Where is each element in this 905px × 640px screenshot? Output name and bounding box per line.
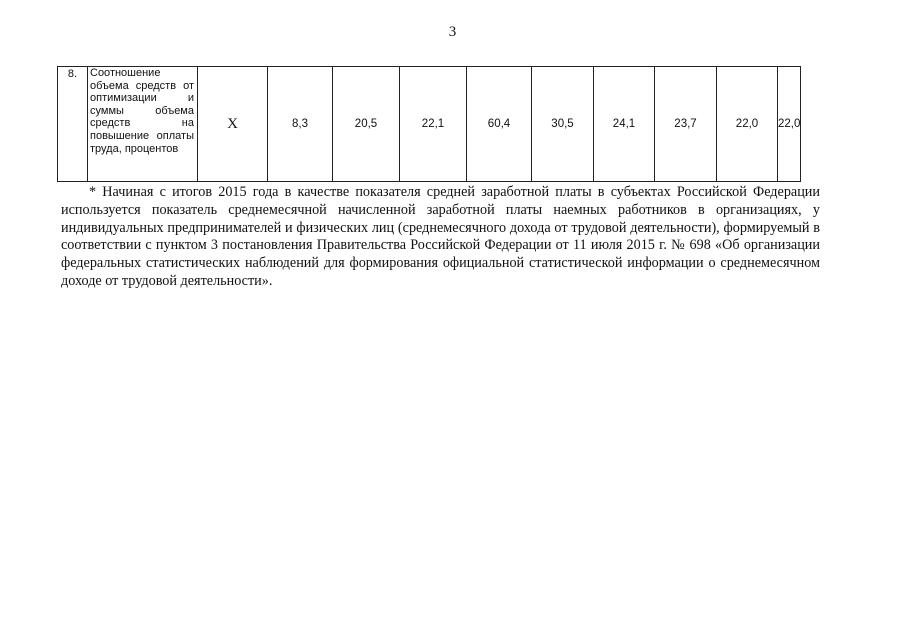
value-cell: 60,4: [467, 67, 532, 182]
value-cell: 22,0: [717, 67, 778, 182]
value-cell: 22,1: [400, 67, 467, 182]
indicator-name-cell: Соотношение объема средств от оптимизации и суммы объема средств на повышение оплаты труда, процентов: [88, 67, 198, 182]
value-cell: 22,0: [778, 67, 801, 182]
value-cell: 30,5: [532, 67, 594, 182]
footnote-text: * Начиная с итогов 2015 года в качестве показателя средней заработной платы в субъектах Российской Федерации используется показатель среднемесячной начисленной заработной платы наемных работников в организациях, у индивидуальных предпринимателей и физических лиц (среднемесячного дохода от трудовой деятельности), формируемый в соответствии с пунктом 3 постановления Правительства Российской Федерации от 11 июля 2015 г. № 698 «Об организации федеральных статистических наблюдений для формирования официальной статистической информации о среднемесячном доходе от трудовой деятельности».: [61, 184, 820, 289]
value-cell: 24,1: [594, 67, 655, 182]
page-number: 3: [448, 24, 457, 40]
value-cell: 8,3: [268, 67, 333, 182]
base-value-cell: Х: [198, 67, 268, 182]
table-row: [58, 67, 801, 182]
value-cell: 20,5: [333, 67, 400, 182]
indicator-table: [57, 66, 801, 182]
row-index-cell: 8.: [58, 67, 88, 182]
value-cell: 23,7: [655, 67, 717, 182]
